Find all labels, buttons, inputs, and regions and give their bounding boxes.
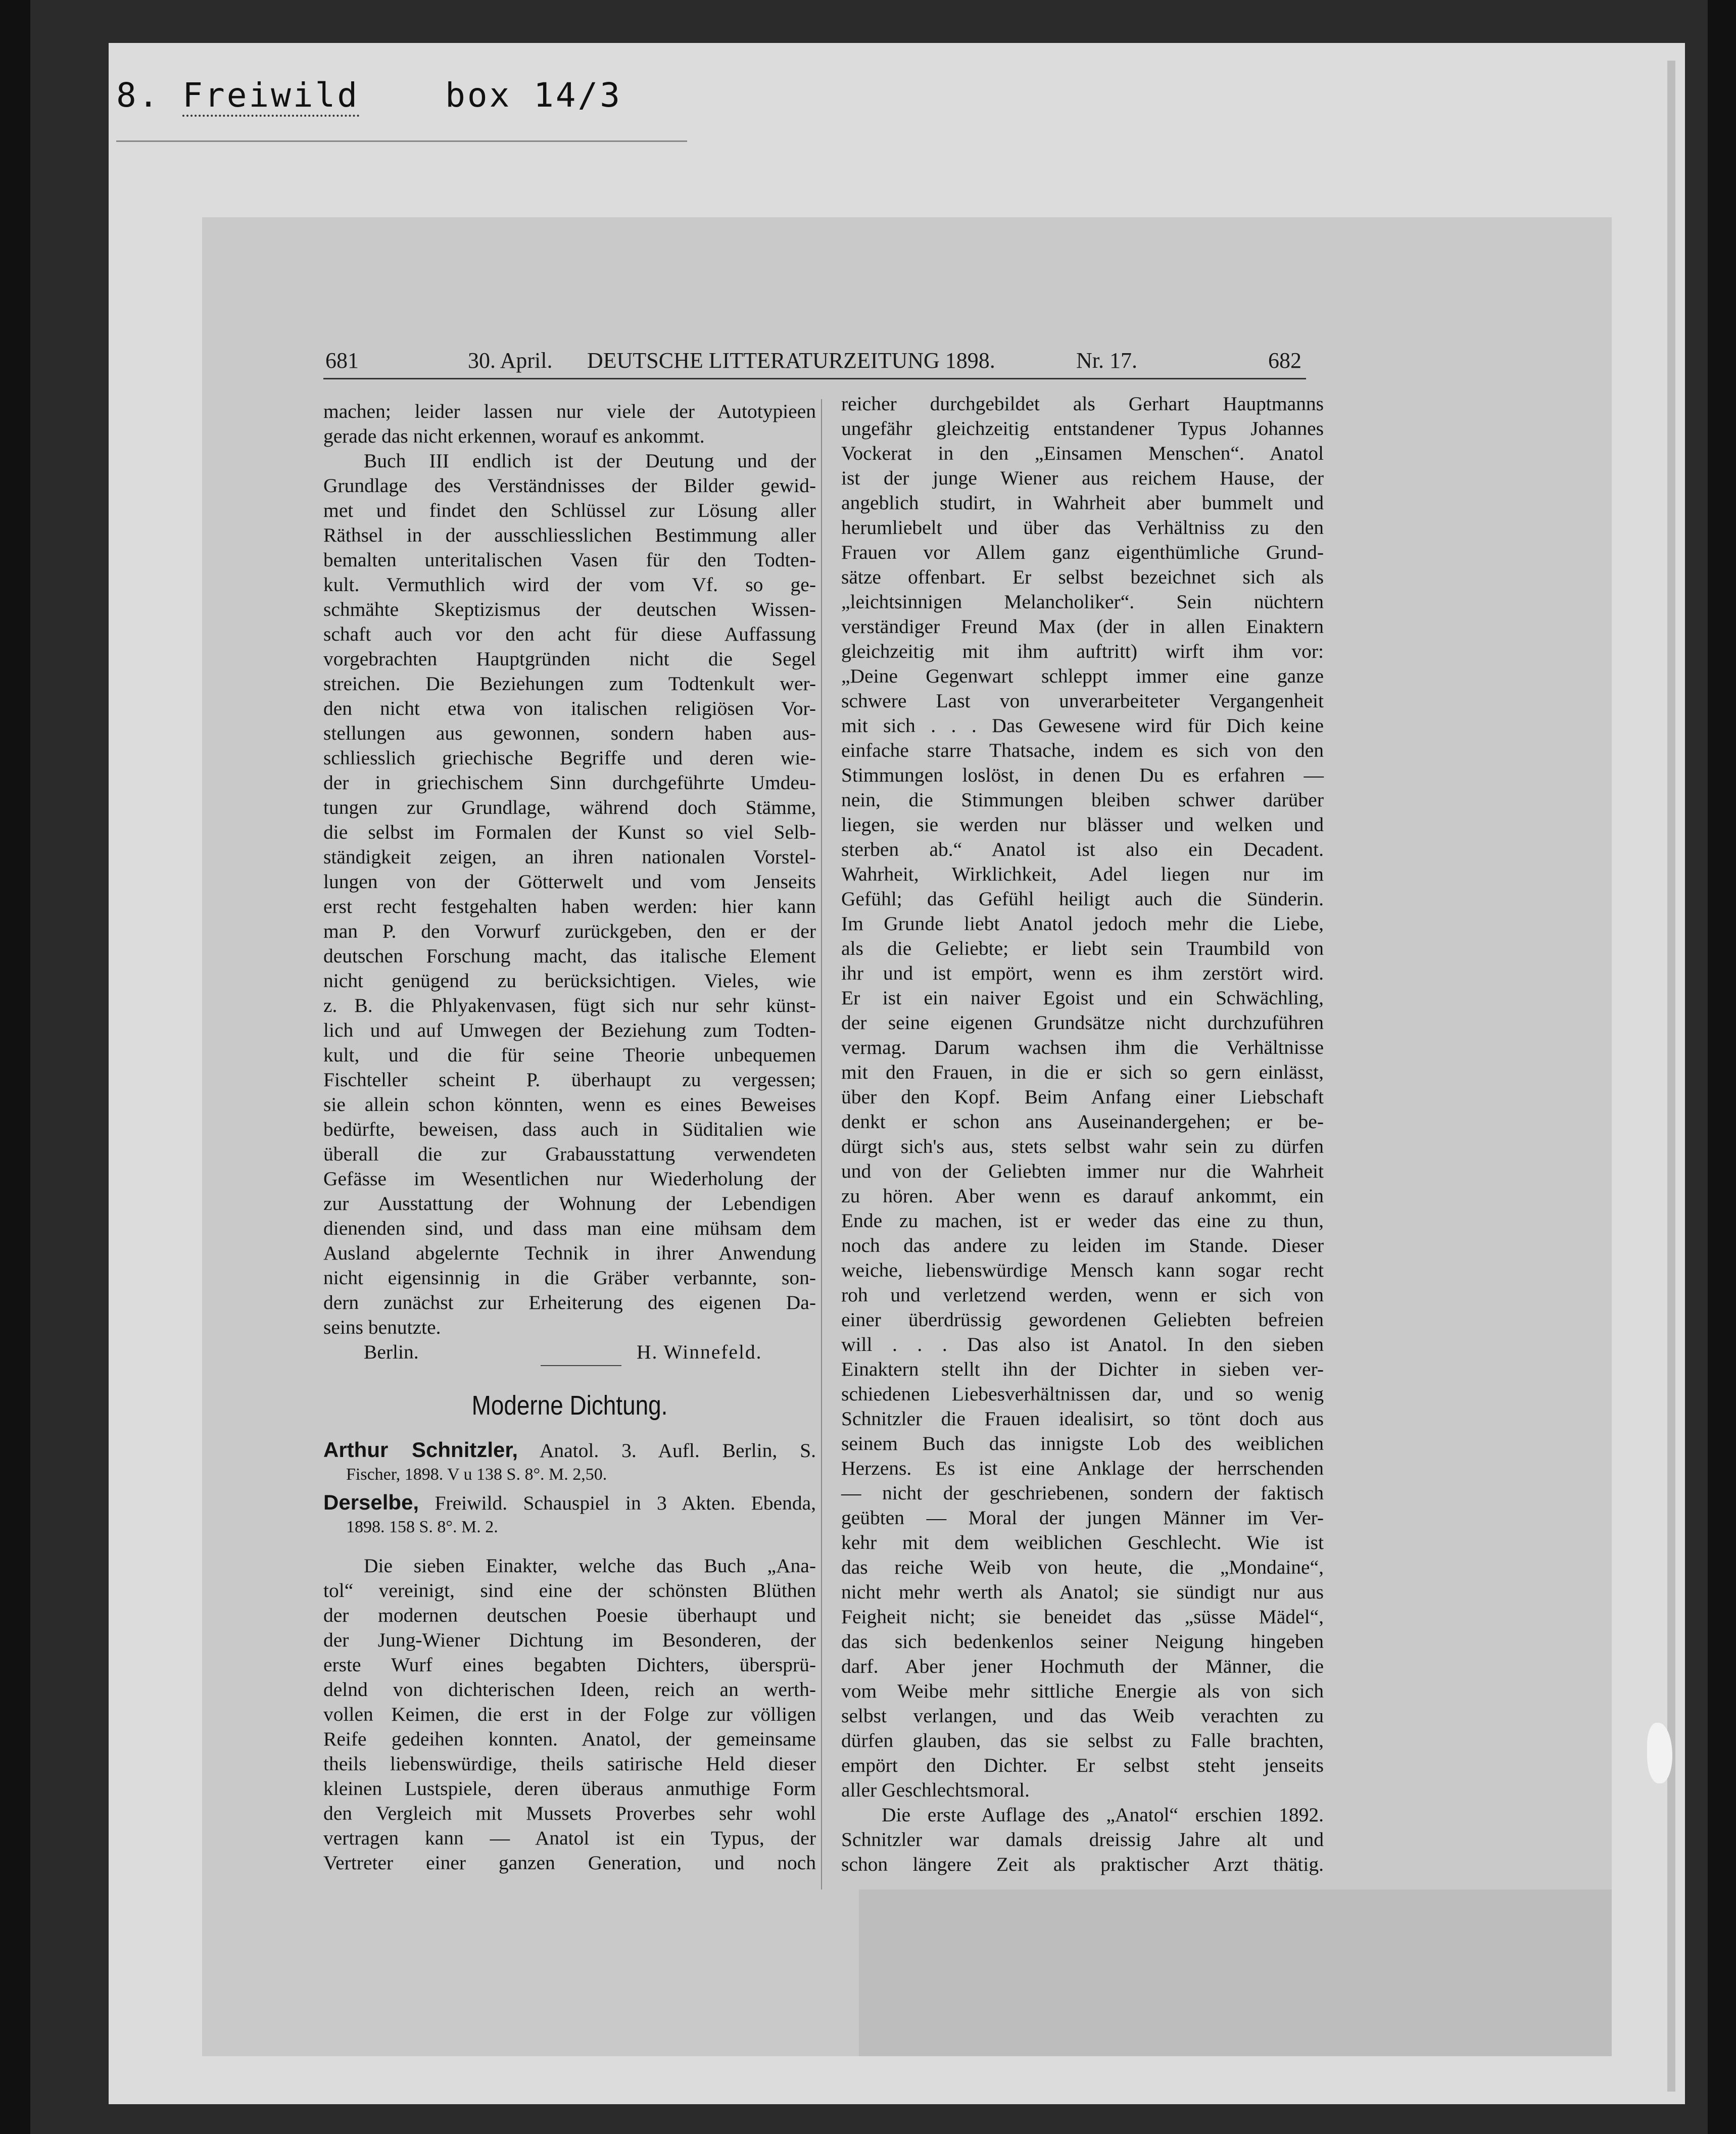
text-line: man P. den Vorwurf zurückgeben, den er der <box>323 920 816 942</box>
archive-box: box 14/3 <box>445 76 622 115</box>
text-line: Stimmungen loslöst, in denen Du es erfahren — <box>841 764 1324 786</box>
text-line: Ende zu machen, ist er weder das eine zu thun, <box>841 1209 1324 1232</box>
page-number-left: 681 <box>325 348 359 373</box>
text-line: Im Grunde liebt Anatol jedoch mehr die Liebe, <box>841 912 1324 935</box>
issue-number: Nr. 17. <box>1076 348 1137 373</box>
text-line: überall die zur Grabausstattung verwendeten <box>323 1143 816 1165</box>
right-column-text <box>841 392 1324 1877</box>
archive-number: 8. <box>116 76 161 115</box>
text-line: nicht genügend zu berücksichtigen. Vieles, wie <box>323 969 816 992</box>
text-line: der seine eigenen Grundsätze nicht durchzuführen <box>841 1011 1324 1034</box>
text-line: sätze offenbart. Er selbst bezeichnet sich als <box>841 566 1324 588</box>
text-line: vollen Keimen, die erst in der Folge zur völligen <box>323 1703 816 1725</box>
text-line: nicht eigensinnig in die Gräber verbannte, son- <box>323 1267 816 1289</box>
text-line: einer überdrüssig gewordenen Geliebten befreien <box>841 1308 1324 1331</box>
text-line: vom Weibe mehr sittliche Energie als von sich <box>841 1680 1324 1702</box>
text-line: denkt er schon ans Auseinandergehen; er be- <box>841 1110 1324 1133</box>
text-line: schiedenen Liebesverhältnissen dar, und so wenig <box>841 1383 1324 1405</box>
text-line: dienenden sind, und dass man eine mühsam dem <box>323 1217 816 1239</box>
text-line: machen; leider lassen nur viele der Autotypieen <box>323 400 816 422</box>
text-line: verständiger Freund Max (der in allen Einaktern <box>841 615 1324 638</box>
reference-author: Arthur Schnitzler, <box>323 1438 518 1462</box>
text-line: schmähte Skeptizismus der deutschen Wissen- <box>323 598 816 620</box>
text-line: nein, die Stimmungen bleiben schwer darüber <box>841 789 1324 811</box>
text-line: lich und auf Umwegen der Beziehung zum Todten- <box>323 1019 816 1041</box>
text-line: seins benutzte. <box>323 1316 441 1338</box>
text-line: Vertreter einer ganzen Generation, und noch <box>323 1852 816 1874</box>
reference-detail: 1898. 158 S. 8°. M. 2. <box>346 1518 498 1536</box>
text-line: Fischteller scheint P. überhaupt zu vergessen; <box>323 1069 816 1091</box>
text-line: noch das andere zu leiden im Stande. Dieser <box>841 1234 1324 1256</box>
text-line: zur Ausstattung der Wohnung der Lebendigen <box>323 1192 816 1215</box>
page-number-right: 682 <box>1268 348 1301 373</box>
text-line: einfache starre Thatsache, indem es sich von den <box>841 739 1324 761</box>
text-line: tungen zur Grundlage, während doch Stämme, <box>323 796 816 818</box>
text-line: „Deine Gegenwart schleppt immer eine ganze <box>841 665 1324 687</box>
text-line: empört den Dichter. Er selbst steht jenseits <box>841 1754 1324 1776</box>
reference-author: Derselbe, <box>323 1490 419 1514</box>
text-line: ständigkeit zeigen, an ihren nationalen Vorstel- <box>323 846 816 868</box>
archive-label-rule <box>116 140 687 142</box>
text-line: reicher durchgebildet als Gerhart Hauptmanns <box>841 393 1324 415</box>
clipping-fold-shadow <box>859 1889 1612 2056</box>
text-line: Frauen vor Allem ganz eigenthümliche Grund- <box>841 541 1324 563</box>
text-line: vorgebrachten Hauptgründen nicht die Segel <box>323 648 816 670</box>
text-line: zu hören. Aber wenn es darauf ankommt, ein <box>841 1185 1324 1207</box>
text-line: Er ist ein naiver Egoist und ein Schwächling, <box>841 987 1324 1009</box>
issue-date: 30. April. <box>468 348 553 373</box>
text-line: erst recht festgehalten haben werden: hier kann <box>323 895 816 917</box>
text-line: — nicht der geschriebenen, sondern der faktisch <box>841 1482 1324 1504</box>
frame-edge-left <box>0 0 30 2134</box>
text-line: kult, und die für seine Theorie unbequemen <box>323 1044 816 1066</box>
text-line: Wahrheit, Wirklichkeit, Adel liegen nur im <box>841 863 1324 885</box>
text-line: Gefühl; das Gefühl heiligt auch die Sünderin. <box>841 888 1324 910</box>
text-line: den nicht etwa von italischen religiösen Vor- <box>323 697 816 719</box>
text-line: stellungen aus gewonnen, sondern haben aus- <box>323 722 816 744</box>
text-line: der Jung-Wiener Dichtung im Besonderen, der <box>323 1629 816 1651</box>
journal-title: DEUTSCHE LITTERATURZEITUNG 1898. <box>587 348 995 373</box>
text-line: erste Wurf eines begabten Dichters, übersprü- <box>323 1654 816 1676</box>
text-line: ungefähr gleichzeitig entstandener Typus Johannes <box>841 417 1324 440</box>
text-line: Ausland abgelernte Technik in ihrer Anwendung <box>323 1242 816 1264</box>
text-line: Herzens. Es ist eine Anklage der herrschenden <box>841 1457 1324 1479</box>
text-line: ist der junge Wiener aus reichem Hause, der <box>841 467 1324 489</box>
text-line: Einaktern stellt ihn der Dichter in sieben ver- <box>841 1358 1324 1380</box>
text-line: schaft auch vor den acht für diese Auffassung <box>323 623 816 645</box>
text-line: „leichtsinnigen Melancholiker“. Sein nüchtern <box>841 591 1324 613</box>
text-line: bedürfte, beweisen, dass auch in Süditalien wie <box>323 1118 816 1140</box>
text-line: liegen, sie werden nur blässer und welken und <box>841 813 1324 836</box>
text-line: will . . . Das also ist Anatol. In den sieben <box>841 1333 1324 1355</box>
text-line: sie allein schon könnten, wenn es eines Beweises <box>323 1093 816 1116</box>
column-divider <box>821 399 822 1889</box>
text-line: nicht mehr werth als Anatol; sie sündigt nur aus <box>841 1581 1324 1603</box>
text-line: Grundlage des Verständnisses der Bilder gewid- <box>323 474 816 497</box>
text-line: aller Geschlechtsmoral. <box>841 1779 1030 1801</box>
page-header <box>323 348 1306 378</box>
text-line: und von der Geliebten immer nur die Wahrheit <box>841 1160 1324 1182</box>
text-line: der in griechischem Sinn durchgeführte Umdeu- <box>323 771 816 794</box>
text-line: Schnitzler war damals dreissig Jahre alt und <box>841 1828 1324 1851</box>
text-line: Gefässe im Wesentlichen nur Wiederholung der <box>323 1168 816 1190</box>
text-line: vertragen kann — Anatol ist ein Typus, der <box>323 1827 816 1849</box>
text-line: selbst verlangen, und das Weib verachten zu <box>841 1705 1324 1727</box>
text-line: kult. Vermuthlich wird der vom Vf. so ge- <box>323 573 816 596</box>
text-line: weiche, liebenswürdige Mensch kann sogar recht <box>841 1259 1324 1281</box>
text-line: mit den Frauen, in die er sich so gern einlässt, <box>841 1061 1324 1083</box>
text-line: Die sieben Einakter, welche das Buch „Ana- <box>364 1555 816 1577</box>
text-line: roh und verletzend werden, wenn er sich von <box>841 1284 1324 1306</box>
text-line: seinem Buch das innigste Lob des weiblichen <box>841 1432 1324 1454</box>
text-line: delnd von dichterischen Ideen, reich an werth- <box>323 1678 816 1701</box>
text-line: ihr und ist empört, wenn es ihm zerstört wird. <box>841 962 1324 984</box>
text-line: den Vergleich mit Mussets Proverbes sehr wohl <box>323 1802 816 1824</box>
text-line: sterben ab.“ Anatol ist also ein Decadent. <box>841 838 1324 860</box>
text-line: angeblich studirt, in Wahrheit aber bummelt und <box>841 492 1324 514</box>
left-column-text <box>323 399 816 1340</box>
text-line: kleinen Lustspiele, deren überaus anmuthige Form <box>323 1777 816 1800</box>
text-line: der modernen deutschen Poesie überhaupt und <box>323 1604 816 1626</box>
text-line: gerade das nicht erkennen, worauf es ankommt. <box>323 425 705 447</box>
signature-city: Berlin. <box>364 1341 419 1363</box>
text-line: vermag. Darum wachsen ihm die Verhältnisse <box>841 1036 1324 1058</box>
text-line: Räthsel in der ausschliesslichen Bestimmung aller <box>323 524 816 546</box>
signature-dash <box>541 1365 621 1366</box>
text-line: dern zunächst zur Erheiterung des eigenen Da- <box>323 1291 816 1314</box>
text-line: streichen. Die Beziehungen zum Todtenkult wer- <box>323 672 816 695</box>
text-line: darf. Aber jener Hochmuth der Männer, die <box>841 1655 1324 1677</box>
reference-detail: Fischer, 1898. V u 138 S. 8°. M. 2,50. <box>346 1465 607 1484</box>
text-line: das reiche Weib von heute, die „Mondaine“, <box>841 1556 1324 1578</box>
reference-detail: Freiwild. Schauspiel in 3 Akten. Ebenda, <box>435 1492 816 1514</box>
text-line: Feigheit nicht; sie beneidet das „süsse Mädel“, <box>841 1606 1324 1628</box>
reference-entry-1 <box>323 1437 816 1487</box>
text-line: Reife gedeihen konnten. Anatol, der gemeinsame <box>323 1728 816 1750</box>
text-line: lungen von der Götterwelt und vom Jenseits <box>323 870 816 893</box>
text-line: gleichzeitig mit ihm auftritt) wirft ihm vor: <box>841 640 1324 662</box>
header-rule <box>323 378 1306 379</box>
text-line: Schnitzler die Frauen idealisirt, so tönt doch aus <box>841 1408 1324 1430</box>
text-line: Die erste Auflage des „Anatol“ erschien 1892. <box>882 1804 1324 1826</box>
text-line: die selbst im Formalen der Kunst so viel Selb- <box>323 821 816 843</box>
signature-name: H. Winnefeld. <box>637 1341 762 1363</box>
text-line: schon längere Zeit als praktischer Arzt thätig. <box>841 1853 1324 1875</box>
text-line: herumliebelt und über das Verhältniss zu den <box>841 516 1324 539</box>
text-line: mit sich . . . Das Gewesene wird für Dich keine <box>841 714 1324 737</box>
text-line: dürfen glauben, das sie selbst zu Falle brachten, <box>841 1729 1324 1752</box>
archive-label <box>116 76 622 115</box>
text-line: geübten — Moral der jungen Männer im Ver- <box>841 1507 1324 1529</box>
text-line: bemalten unteritalischen Vasen für den Todten- <box>323 549 816 571</box>
review-signature <box>323 1340 816 1370</box>
text-line: z. B. die Phlyakenvasen, fügt sich nur sehr künst- <box>323 994 816 1016</box>
reference-entry-2 <box>323 1490 816 1539</box>
text-line: als die Geliebte; er liebt sein Traumbild von <box>841 937 1324 959</box>
frame-edge-right <box>1708 0 1736 2134</box>
text-line: Buch III endlich ist der Deutung und der <box>364 450 816 472</box>
text-line: Vockerat in den „Einsamen Menschen“. Anatol <box>841 442 1324 464</box>
text-line: deutschen Forschung macht, das italische Element <box>323 945 816 967</box>
text-line: theils liebenswürdige, theils satirische Held dieser <box>323 1753 816 1775</box>
right-column <box>841 392 1324 1877</box>
text-line: kehr mit dem weiblichen Geschlecht. Wie ist <box>841 1531 1324 1554</box>
reference-detail: Anatol. 3. Aufl. Berlin, S. <box>539 1439 816 1462</box>
mount-edge <box>1667 61 1675 2092</box>
text-line: dürgt sich's aus, stets selbst wahr sein zu dürfen <box>841 1135 1324 1157</box>
text-line: das sich bedenkenlos seiner Neigung hingeben <box>841 1630 1324 1653</box>
text-line: schwere Last von unverarbeiteter Vergangenheit <box>841 690 1324 712</box>
text-line: schliesslich griechische Begriffe und deren wie- <box>323 747 816 769</box>
text-line: met und findet den Schlüssel zur Lösung aller <box>323 499 816 521</box>
left-column <box>323 399 816 1875</box>
text-line: tol“ vereinigt, sind eine der schönsten Blüthen <box>323 1579 816 1602</box>
archive-title: Freiwild <box>182 76 359 117</box>
section-title: Moderne Dichtung. <box>471 1390 668 1421</box>
review-body-text <box>323 1554 816 1875</box>
text-line: über den Kopf. Beim Anfang einer Liebschaft <box>841 1086 1324 1108</box>
